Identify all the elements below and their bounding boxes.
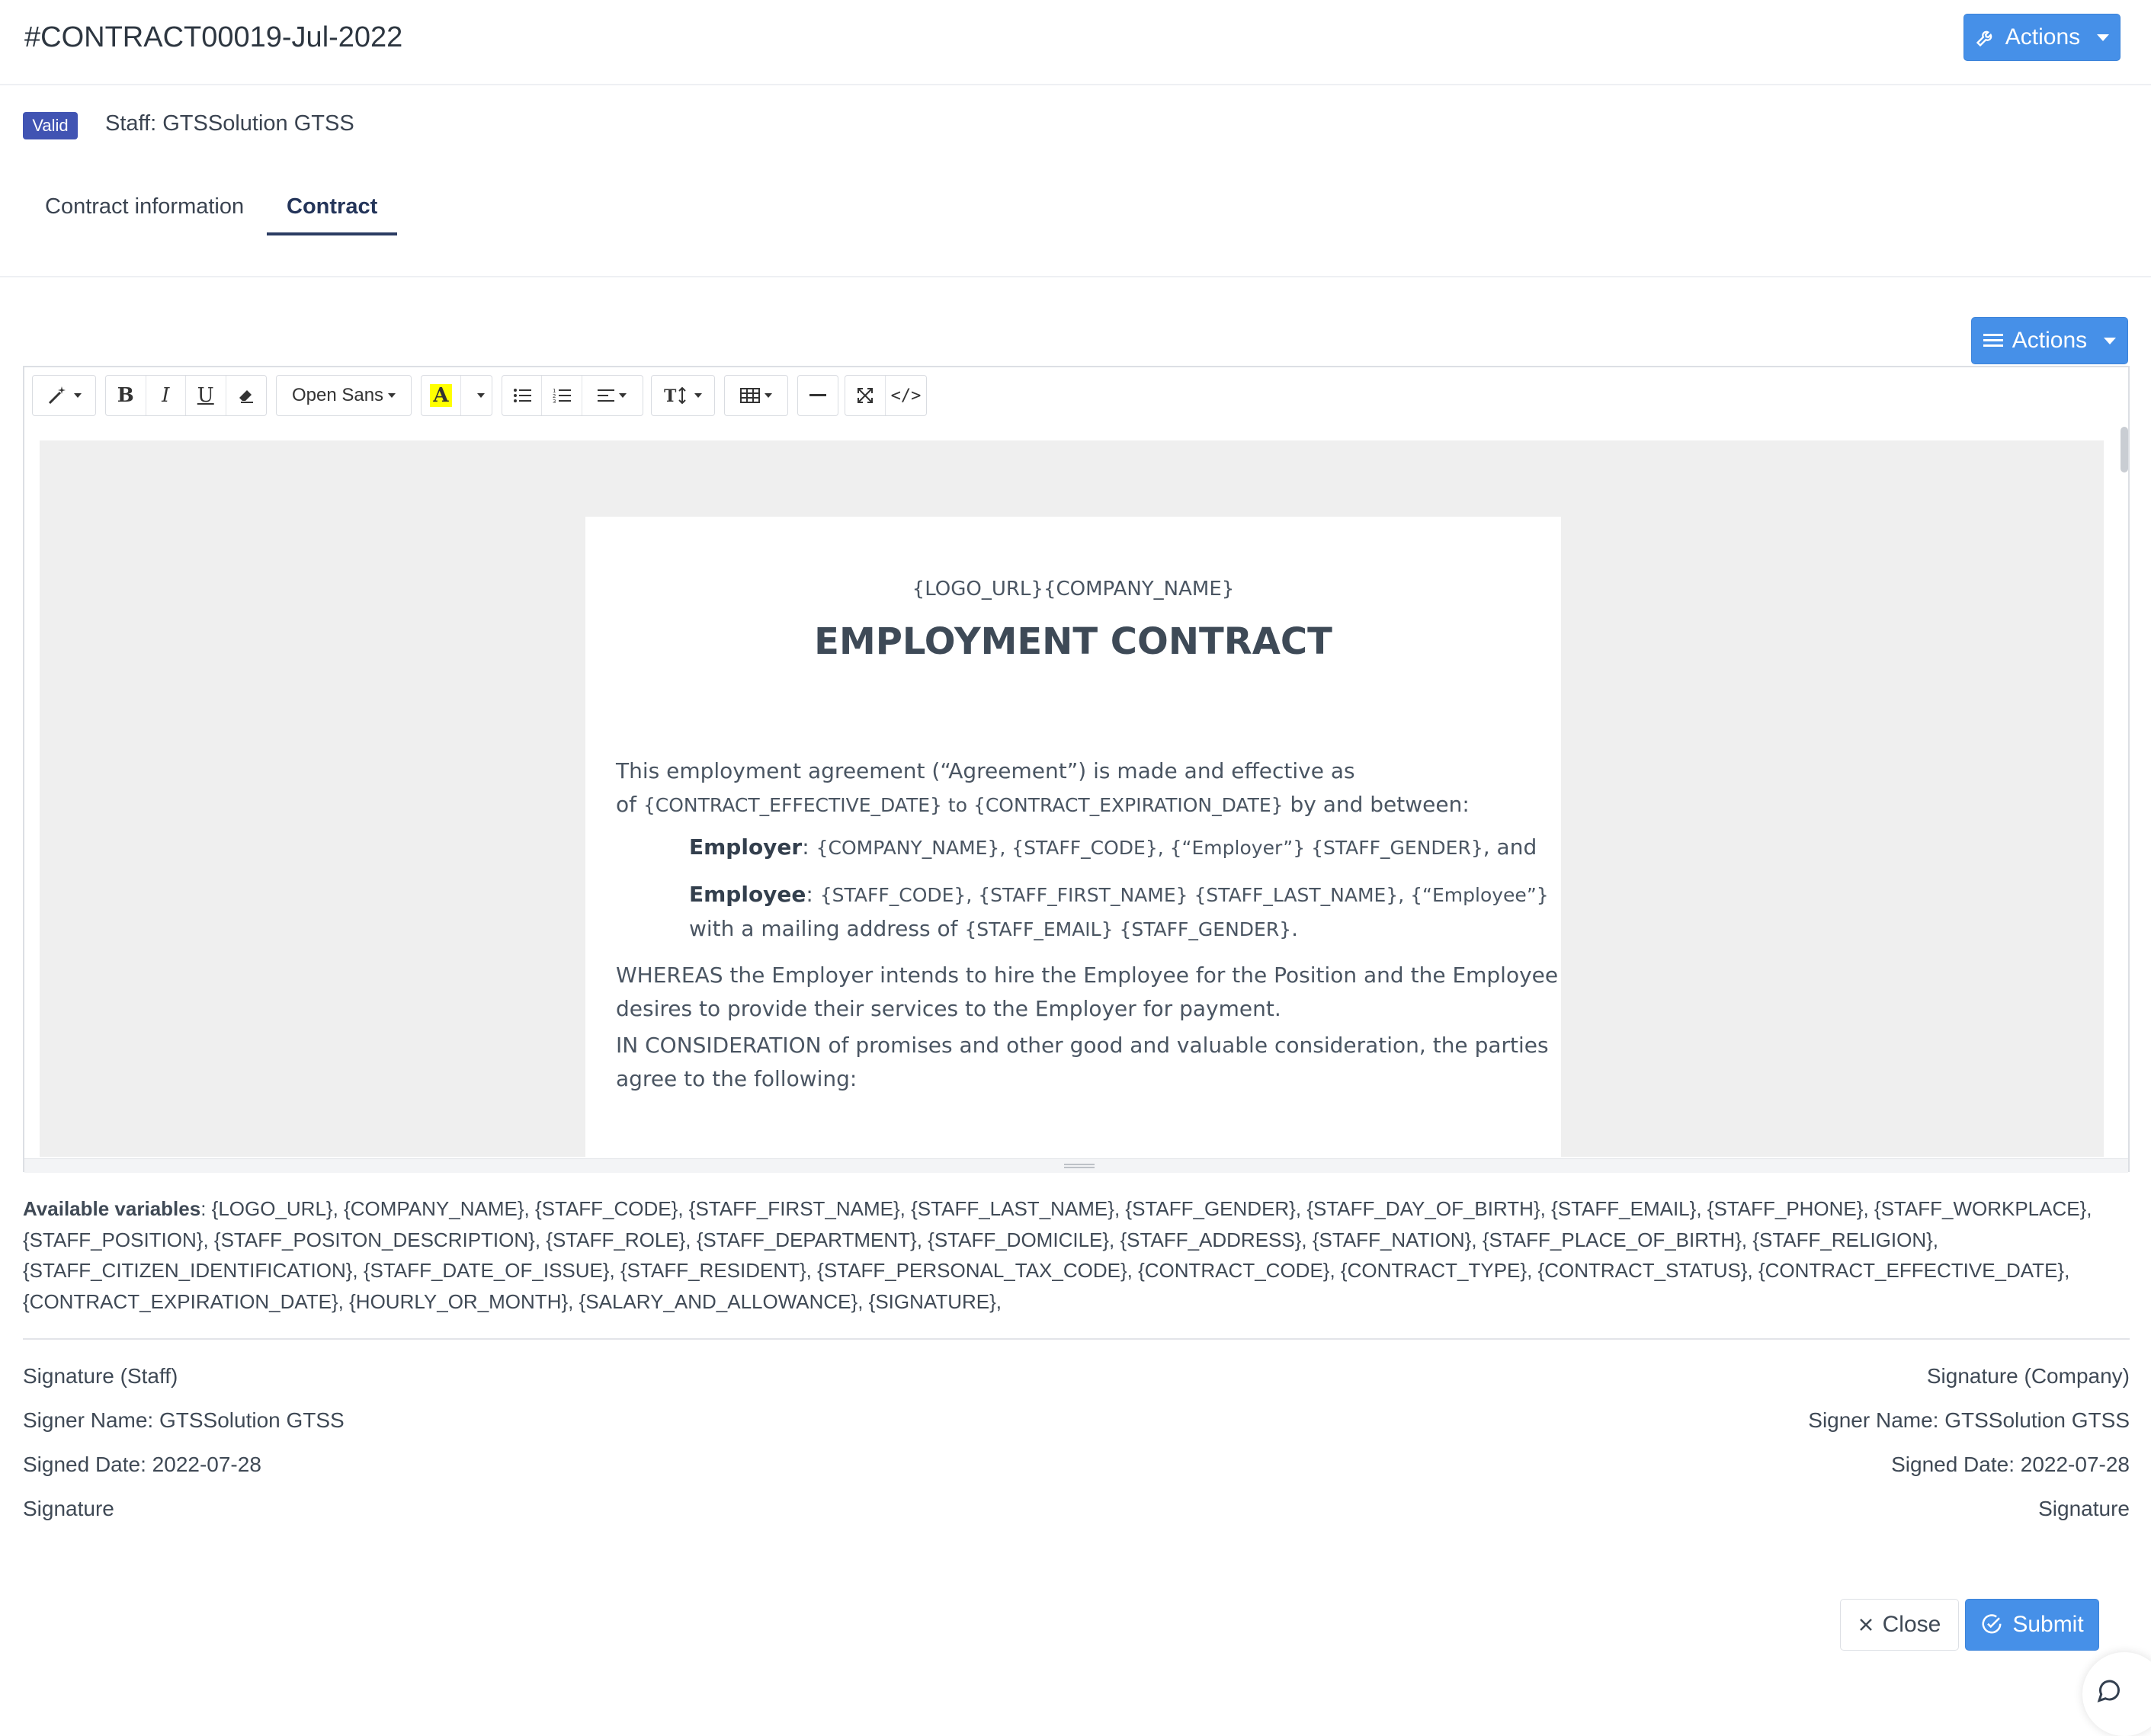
editor-canvas bbox=[40, 440, 2104, 1157]
toolbar-paragraph-group bbox=[502, 375, 643, 416]
employee-paragraph: Employee: {STAFF_CODE}, {STAFF_FIRST_NAME} {STAFF_LAST_NAME}, {“Employee”} with a mailing address of {STAFF_EMAIL} {STAFF_GENDER}. bbox=[689, 882, 1549, 941]
consideration-text: IN CONSIDERATION of promises and other good and valuable consideration, the parties agree to the following: bbox=[616, 1033, 1549, 1091]
staff-signed-date: Signed Date: 2022-07-28 bbox=[23, 1453, 261, 1476]
staff-signer-name: Signer Name: GTSSolution GTSS bbox=[23, 1408, 345, 1432]
clear-format-button[interactable] bbox=[226, 376, 267, 415]
highlight-color-button[interactable] bbox=[422, 376, 461, 415]
svg-text:2: 2 bbox=[553, 393, 556, 399]
tab-contract[interactable]: Contract bbox=[287, 194, 378, 219]
header-divider bbox=[0, 84, 2151, 85]
eraser-icon bbox=[238, 387, 255, 404]
color-dropdown-button[interactable] bbox=[461, 376, 501, 415]
font-name-label: Open Sans bbox=[291, 385, 384, 405]
svg-text:3: 3 bbox=[553, 399, 556, 403]
submit-label: Submit bbox=[2012, 1612, 2084, 1637]
codeview-button[interactable]: </> bbox=[890, 386, 922, 405]
bullet-list-icon bbox=[513, 388, 531, 403]
line-height-button[interactable] bbox=[652, 376, 714, 415]
numbered-list-icon bbox=[553, 388, 571, 403]
chat-bubble-icon bbox=[2095, 1677, 2122, 1704]
submit-button[interactable] bbox=[1965, 1599, 2099, 1651]
highlight-icon: A bbox=[430, 384, 451, 407]
document-page[interactable] bbox=[585, 517, 1561, 1157]
toolbar-insert-group bbox=[797, 375, 838, 416]
close-label: Close bbox=[1882, 1612, 1941, 1637]
horizontal-rule-button[interactable] bbox=[798, 376, 838, 415]
minus-icon bbox=[809, 394, 826, 397]
toolbar-table-group bbox=[724, 375, 788, 416]
document-title: EMPLOYMENT CONTRACT bbox=[814, 620, 1332, 663]
svg-text:1: 1 bbox=[553, 388, 556, 394]
rich-text-editor[interactable] bbox=[23, 366, 2130, 1172]
magic-wand-icon bbox=[46, 385, 69, 406]
menu-icon bbox=[1983, 332, 2003, 349]
magic-style-button[interactable] bbox=[33, 376, 95, 415]
staff-name: Staff: GTSSolution GTSS bbox=[105, 111, 354, 136]
intro-line-2: of {CONTRACT_EFFECTIVE_DATE} to {CONTRACT_EXPIRATION_DATE} by and between: bbox=[616, 792, 1470, 817]
variables-label: Available variables bbox=[23, 1197, 201, 1220]
document-logo-line: {LOGO_URL}{COMPANY_NAME} bbox=[912, 578, 1235, 601]
editor-scrollbar[interactable] bbox=[2121, 427, 2128, 472]
align-dropdown-button[interactable] bbox=[582, 376, 643, 415]
wrench-icon bbox=[1975, 27, 1996, 48]
table-icon bbox=[740, 388, 760, 403]
company-signature: Signature bbox=[2038, 1497, 2130, 1520]
staff-signature: Signature bbox=[23, 1497, 114, 1520]
close-icon bbox=[1858, 1617, 1874, 1632]
available-variables: Available variables: {LOGO_URL}, {COMPANY_NAME}, {STAFF_CODE}, {STAFF_FIRST_NAME}, {STAFF_LAST_NAME}, {STAFF_GENDER}, {STAFF_DAY_OF_BIRTH}, {STAFF_EMAIL}, {STAFF_PHONE}, {STAFF_WORKPLACE}, {STAFF_POSITION}, {STAFF_POSITON_DESCRIPTION}, {STAFF_ROLE}, {STAFF_DEPARTMENT}, {STAFF_DOMICILE}, {STAFF_ADDRESS}, {STAFF_NATION}, {STAFF_PLACE_OF_BIRTH}, {STAFF_RELIGION}, {STAFF_CITIZEN_IDENTIFICATION}, {STAFF_DATE_OF_ISSUE}, {STAFF_RESIDENT}, {STAFF_PERSONAL_TAX_CODE}, {CONTRACT_CODE}, {CONTRACT_TYPE}, {CONTRACT_STATUS}, {CONTRACT_EFFECTIVE_DATE}, {CONTRACT_EXPIRATION_DATE}, {HOURLY_OR_MONTH}, {SALARY_AND_ALLOWANCE}, {SIGNATURE}, bbox=[23, 1197, 2092, 1313]
toolbar-style-group bbox=[32, 375, 96, 416]
company-signed-date: Signed Date: 2022-07-28 bbox=[1891, 1453, 2130, 1476]
company-signer-name: Signer Name: GTSSolution GTSS bbox=[1808, 1408, 2130, 1432]
chevron-down-icon bbox=[2104, 338, 2116, 344]
close-button[interactable] bbox=[1840, 1599, 1959, 1651]
intro-line-1: This employment agreement (“Agreement”) is made and effective as bbox=[616, 758, 1355, 783]
staff-signature-title: Signature (Staff) bbox=[23, 1364, 178, 1388]
whereas-paragraph: WHEREAS the Employer intends to hire the Employee for the Position and the Employee desires to provide their services to the Employer for payment. bbox=[616, 962, 1559, 1021]
toolbar-view-group bbox=[845, 375, 927, 416]
header-actions-button[interactable] bbox=[1963, 14, 2121, 61]
company-signature-title: Signature (Company) bbox=[1926, 1364, 2130, 1388]
text-height-icon bbox=[664, 386, 690, 405]
table-button[interactable] bbox=[725, 376, 787, 415]
underline-button[interactable]: U bbox=[186, 376, 226, 415]
chat-widget[interactable] bbox=[2082, 1652, 2151, 1736]
editor-actions-button[interactable] bbox=[1971, 317, 2128, 364]
check-circle-icon bbox=[1980, 1613, 2003, 1636]
page-title: #CONTRACT00019-Jul-2022 bbox=[24, 21, 403, 53]
status-badge: Valid bbox=[23, 112, 78, 139]
fullscreen-button[interactable] bbox=[845, 376, 886, 415]
toolbar-font-group bbox=[276, 375, 412, 416]
tabs-divider bbox=[0, 276, 2151, 277]
font-name-dropdown[interactable] bbox=[277, 376, 411, 415]
chevron-down-icon bbox=[2097, 34, 2109, 41]
employer-paragraph: Employer: {COMPANY_NAME}, {STAFF_CODE}, {“Employer”} {STAFF_GENDER}, and bbox=[689, 834, 1537, 860]
ordered-list-button[interactable] bbox=[542, 376, 582, 415]
editor-resize-bar[interactable] bbox=[24, 1158, 2128, 1173]
header-actions-label: Actions bbox=[2005, 24, 2081, 50]
active-tab-indicator bbox=[267, 232, 397, 235]
align-left-icon bbox=[598, 389, 614, 402]
bold-button[interactable]: B bbox=[106, 376, 146, 415]
resize-grip-icon[interactable] bbox=[1064, 1164, 1095, 1168]
employer-label: Employer bbox=[689, 834, 803, 860]
toolbar-height-group bbox=[651, 375, 715, 416]
editor-actions-label: Actions bbox=[2012, 328, 2088, 353]
toolbar-color-group bbox=[421, 375, 492, 416]
employee-label: Employee bbox=[689, 882, 806, 907]
expand-icon bbox=[857, 387, 874, 404]
italic-button[interactable]: I bbox=[146, 376, 187, 415]
svg-text:T: T bbox=[664, 386, 677, 405]
tab-contract-information[interactable]: Contract information bbox=[45, 194, 245, 219]
toolbar-format-group bbox=[105, 375, 267, 416]
document-intro bbox=[616, 754, 1470, 822]
signature-divider bbox=[23, 1338, 2130, 1340]
unordered-list-button[interactable] bbox=[502, 376, 542, 415]
